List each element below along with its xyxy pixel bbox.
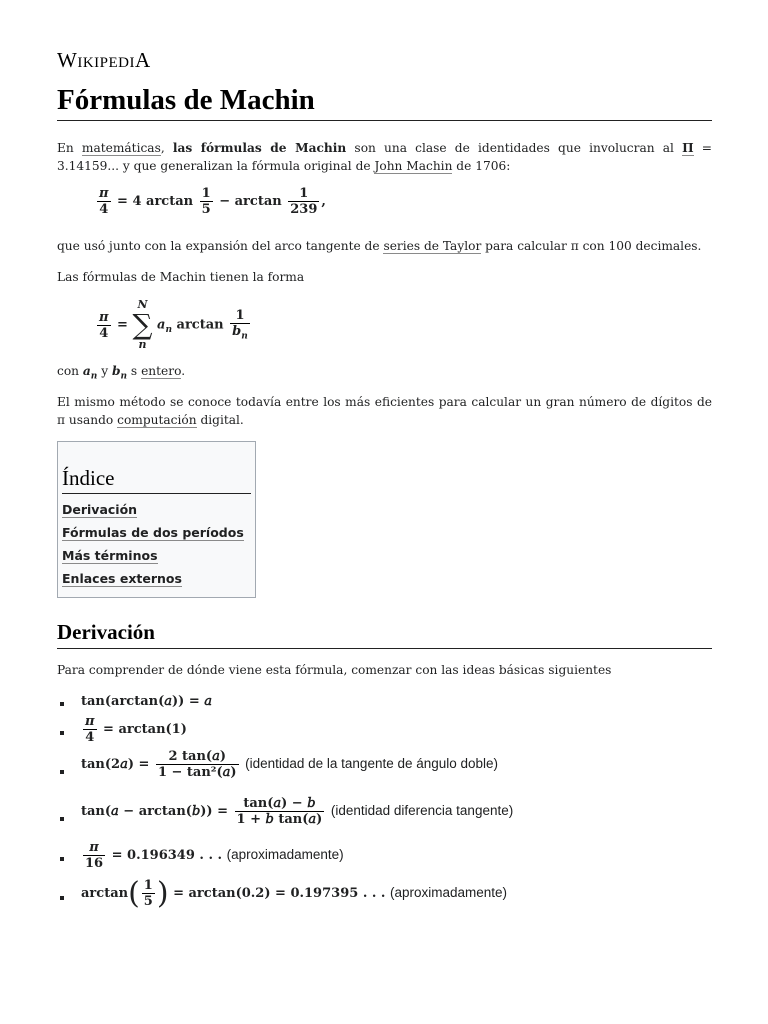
toc-item-enlaces-externos[interactable] <box>62 571 244 594</box>
fraction-1-over-bn <box>230 308 250 342</box>
toc-list <box>62 502 244 594</box>
numerator: π <box>99 309 109 325</box>
intro-text: son una clase de identidades que involucran al <box>346 141 683 155</box>
numerator: π <box>99 186 109 201</box>
denominator: 4 <box>97 325 111 341</box>
logo-middle: ikipedi <box>77 48 135 72</box>
numerator: 1 <box>143 878 153 893</box>
toc-item-derivacion[interactable] <box>62 502 244 525</box>
toc-heading: Índice <box>62 466 251 494</box>
toc-item-formulas-dos-periodos[interactable] <box>62 525 244 548</box>
fraction <box>83 714 97 745</box>
subscript-n: n <box>120 371 128 382</box>
left-paren: ( <box>128 876 140 911</box>
numerator: π <box>89 840 99 855</box>
paragraph-text: con <box>57 364 83 378</box>
formula-text: tan(2𝑎) = <box>81 757 150 772</box>
formula-text: = 0.196349 . . . <box>111 848 223 863</box>
intro-text: , <box>160 141 173 155</box>
numerator: tan(𝑎) − 𝑏 <box>243 796 316 811</box>
right-paren: ) <box>156 876 169 911</box>
denominator: 4 <box>83 729 97 745</box>
denominator: 1 + 𝑏 tan(𝑎) <box>236 812 323 827</box>
identity-formula <box>81 876 507 911</box>
integer-paragraph <box>57 362 712 385</box>
section-intro: Para comprender de dónde viene esta fórmula, comenzar con las ideas básicas siguientes <box>57 663 612 677</box>
subscript-n: n <box>90 371 98 382</box>
subscript-n: n <box>165 325 172 336</box>
intro-paragraph <box>57 139 712 175</box>
bullet-marker <box>60 896 64 900</box>
general-formula <box>95 299 252 351</box>
numerator: 1 <box>201 186 211 201</box>
numerator: 2 tan(𝑎) <box>168 749 226 764</box>
toc-item-label[interactable]: Fórmulas de dos períodos <box>62 525 244 540</box>
taylor-paragraph <box>57 237 712 255</box>
fraction <box>156 749 239 780</box>
identity-note: (identidad diferencia tangente) <box>330 803 514 818</box>
fraction-1-over-239 <box>288 186 319 217</box>
denominator: 5 <box>201 202 211 217</box>
formula-comma: , <box>321 194 326 209</box>
formula-text: = 4 arctan <box>117 194 194 209</box>
fraction <box>235 796 325 827</box>
form-paragraph: Las fórmulas de Machin tienen la forma <box>57 270 305 284</box>
denominator <box>230 323 250 342</box>
bullet-marker <box>60 702 64 706</box>
method-paragraph <box>57 393 712 429</box>
fraction-pi-over-4 <box>97 186 111 217</box>
identity-note: (aproximadamente) <box>226 847 344 862</box>
bullet-marker <box>60 817 64 821</box>
intro-text: En <box>57 141 82 155</box>
link-matematicas[interactable]: matemáticas <box>81 141 161 155</box>
coefficient-a: a <box>157 317 166 333</box>
summation-sign: ∑ <box>132 308 153 341</box>
math-a: a <box>82 364 91 378</box>
link-series-de-taylor[interactable]: series de Taylor <box>383 239 482 253</box>
bullet-marker <box>60 770 64 774</box>
fraction-1-over-5 <box>200 186 213 217</box>
formula-text: = arctan(1) <box>103 722 187 737</box>
denominator: 239 <box>290 202 318 217</box>
intro-bold-term: las fórmulas de Machin <box>172 141 347 155</box>
paragraph-text: El mismo método se conoce todavía entre los más eficientes para calcular un gran número de dígitos de π usando <box>57 395 712 427</box>
identity-formula: tan(arctan(𝑎)) = 𝑎 <box>81 694 212 709</box>
page-title: Fórmulas de Machin <box>57 84 712 121</box>
numerator: 1 <box>299 186 309 201</box>
table-of-contents <box>57 441 256 598</box>
paragraph-text: digital. <box>196 413 244 427</box>
identity-note: (aproximadamente) <box>389 885 508 900</box>
denominator: 4 <box>97 201 111 217</box>
identity-formula <box>81 749 498 780</box>
toc-item-label[interactable]: Más términos <box>62 548 158 563</box>
denominator: 5 <box>143 894 153 909</box>
section-heading-derivacion: Derivación <box>57 620 712 649</box>
paragraph-text: . <box>181 364 186 378</box>
formula-equals: = <box>117 317 128 333</box>
formula-text: tan(𝑎 − arctan(𝑏)) = <box>81 804 228 819</box>
numerator: 1 <box>235 308 245 324</box>
summation-upper: N <box>137 298 148 311</box>
identity-formula <box>81 714 187 745</box>
link-entero[interactable]: entero <box>141 364 182 378</box>
paragraph-text: s <box>127 364 142 378</box>
fraction-pi-over-4 <box>97 310 111 341</box>
link-computacion[interactable]: computación <box>117 413 197 427</box>
logo-letter-w: W <box>57 48 78 72</box>
toc-item-mas-terminos[interactable] <box>62 548 244 571</box>
b-symbol: b <box>232 324 242 340</box>
paragraph-text: que usó junto con la expansión del arco tangente de <box>57 239 384 253</box>
numerator: π <box>85 714 95 729</box>
summation-lower: n <box>138 338 147 351</box>
identity-formula <box>81 796 513 827</box>
denominator: 1 − tan²(𝑎) <box>157 765 237 780</box>
formula-text: = arctan(0.2) = 0.197395 . . . <box>173 886 386 901</box>
toc-item-label[interactable]: Enlaces externos <box>62 571 182 586</box>
denominator: 16 <box>85 856 104 871</box>
formula-text: − arctan <box>219 194 282 209</box>
link-pi[interactable]: Π <box>682 141 694 155</box>
bullet-marker <box>60 857 64 861</box>
logo-letter-a: A <box>134 48 151 72</box>
formula-text: arctan <box>81 886 129 901</box>
formula-text: arctan <box>176 317 224 333</box>
bullet-marker <box>60 731 64 735</box>
subscript-n: n <box>241 331 248 342</box>
intro-text: = 3.14159... y que generalizan la fórmula original de <box>57 141 712 173</box>
paragraph-text: y <box>97 364 112 378</box>
fraction <box>142 878 155 909</box>
identity-note: (identidad de la tangente de ángulo doble) <box>245 756 499 771</box>
math-b: b <box>111 364 121 378</box>
intro-text: de 1706: <box>452 159 511 173</box>
identity-formula <box>81 840 344 871</box>
paragraph-text: para calcular π con 100 decimales. <box>481 239 702 253</box>
fraction <box>83 840 105 871</box>
summation <box>132 299 152 351</box>
machin-formula <box>95 186 326 217</box>
toc-item-label[interactable]: Derivación <box>62 502 138 517</box>
wikipedia-logo[interactable] <box>57 48 151 73</box>
link-john-machin[interactable]: John Machin <box>374 159 453 173</box>
